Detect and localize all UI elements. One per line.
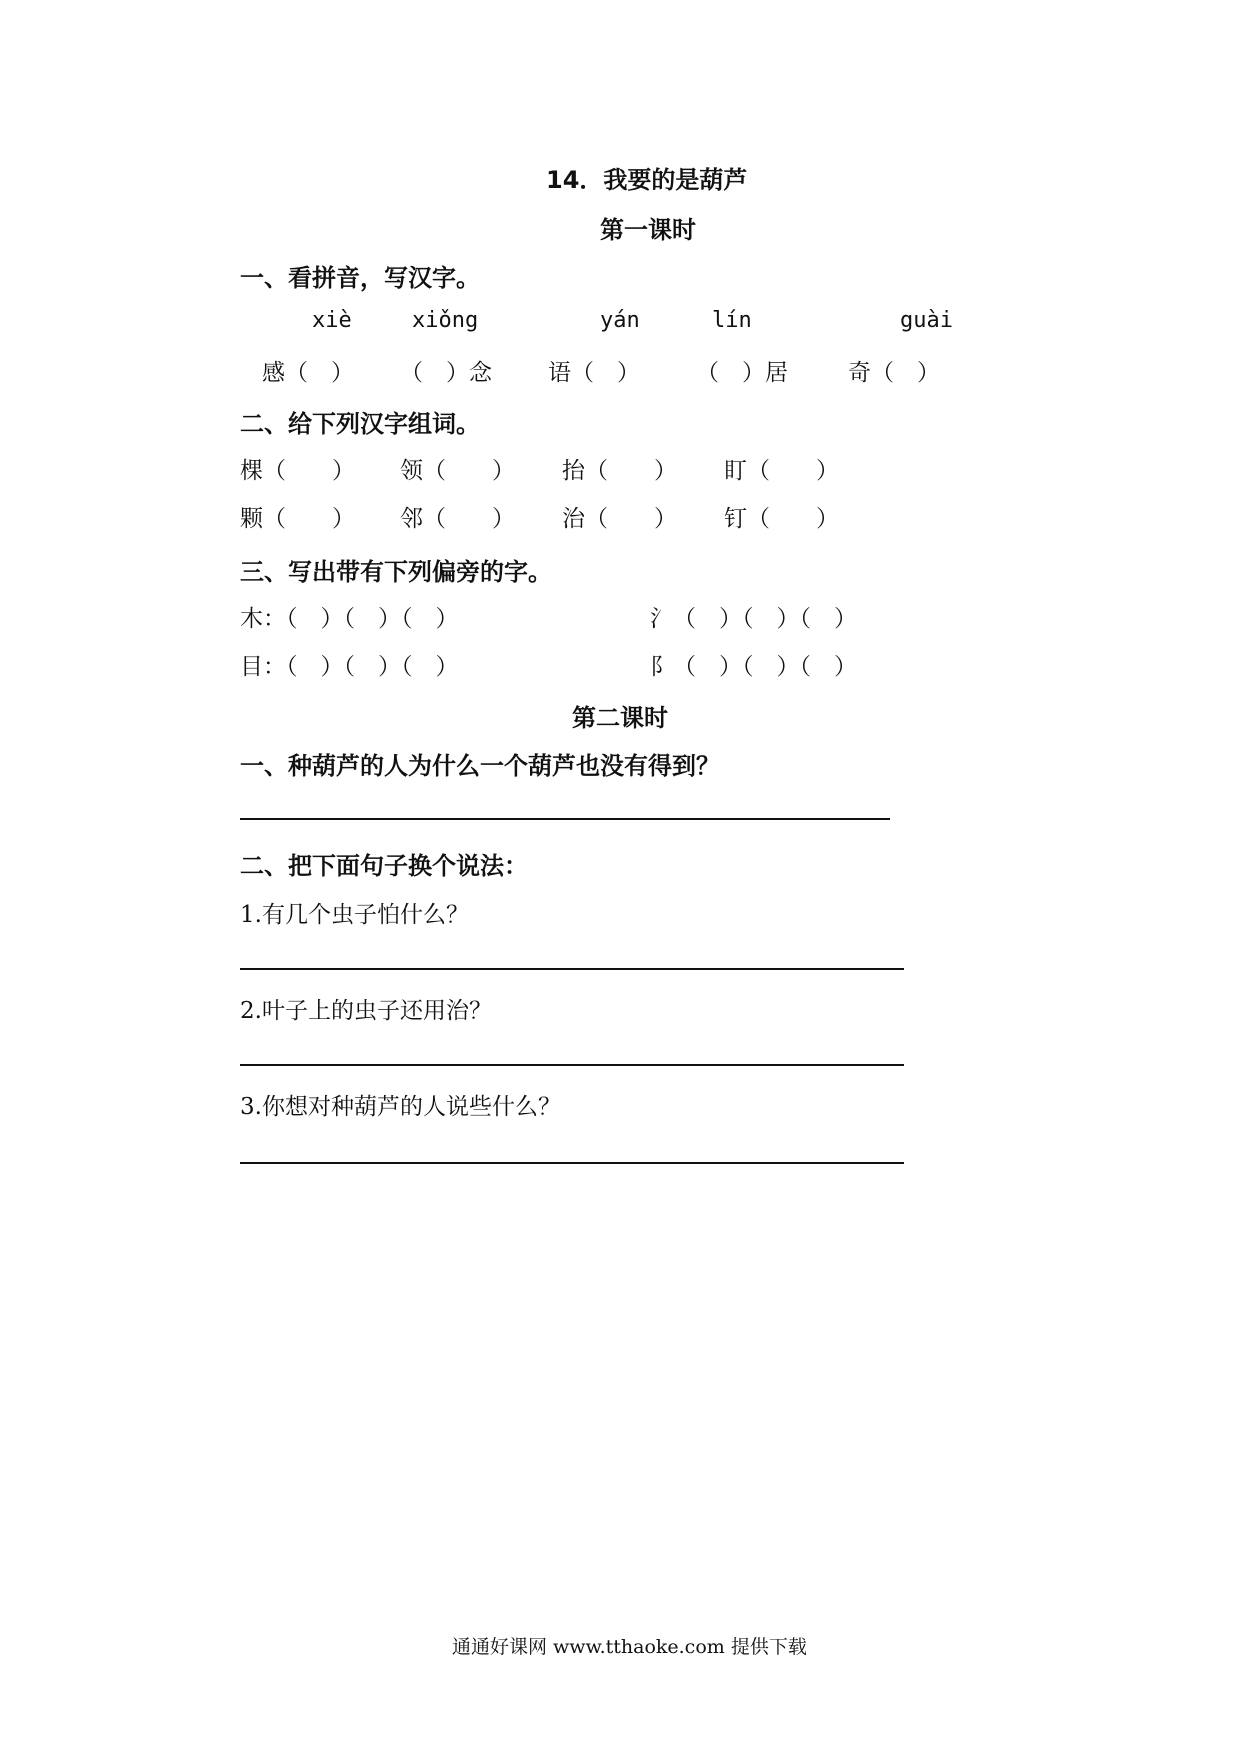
- pinyin-item-2: （ ）念: [400, 360, 492, 386]
- page-title: 14．我要的是葫芦: [546, 166, 748, 194]
- word-item: 颗（ ）: [240, 506, 355, 532]
- sentence-item-1: 1.有几个虫子怕什么？: [240, 902, 469, 928]
- sentence-item-2: 2.叶子上的虫子还用治？: [240, 998, 492, 1024]
- radical-mu-row: 木：（ ）（ ）（ ）: [240, 606, 459, 632]
- word-item: 抬（ ）: [562, 458, 677, 484]
- l1-q2-heading: 二、给下列汉字组词。: [240, 410, 480, 438]
- radical-fu-row: 阝（ ）（ ）（ ）: [650, 654, 857, 680]
- pinyin-2: xiǒng: [412, 308, 479, 333]
- answer-line: [240, 818, 890, 820]
- pinyin-5: guài: [900, 308, 953, 333]
- footer-text: 通通好课网 www.tthaoke.com 提供下载: [452, 1636, 807, 1658]
- lesson-2-label: 第二课时: [572, 704, 668, 732]
- pinyin-item-1: 感（ ）: [262, 360, 354, 386]
- pinyin-4: lín: [712, 308, 752, 333]
- answer-line: [240, 968, 904, 970]
- pinyin-1: xiè: [312, 308, 352, 333]
- word-item: 盯（ ）: [724, 458, 839, 484]
- word-item: 治（ ）: [562, 506, 677, 532]
- pinyin-item-4: （ ）居: [696, 360, 788, 386]
- sentence-item-3: 3.你想对种葫芦的人说些什么？: [240, 1094, 561, 1120]
- l1-q3-heading: 三、写出带有下列偏旁的字。: [240, 558, 552, 586]
- pinyin-item-5: 奇（ ）: [848, 360, 940, 386]
- word-item: 邻（ ）: [400, 506, 515, 532]
- word-item: 棵（ ）: [240, 458, 355, 484]
- l2-q1-heading: 一、种葫芦的人为什么一个葫芦也没有得到？: [240, 752, 720, 780]
- radical-mu-eye-row: 目：（ ）（ ）（ ）: [240, 654, 459, 680]
- word-item: 钉（ ）: [724, 506, 839, 532]
- lesson-1-label: 第一课时: [600, 216, 696, 244]
- l1-q1-heading: 一、看拼音，写汉字。: [240, 264, 480, 292]
- word-item: 领（ ）: [400, 458, 515, 484]
- radical-water-row: 氵（ ）（ ）（ ）: [650, 606, 857, 632]
- l2-q2-heading: 二、把下面句子换个说法：: [240, 852, 528, 880]
- answer-line: [240, 1064, 904, 1066]
- answer-line: [240, 1162, 904, 1164]
- pinyin-3: yán: [600, 308, 640, 333]
- pinyin-item-3: 语（ ）: [548, 360, 640, 386]
